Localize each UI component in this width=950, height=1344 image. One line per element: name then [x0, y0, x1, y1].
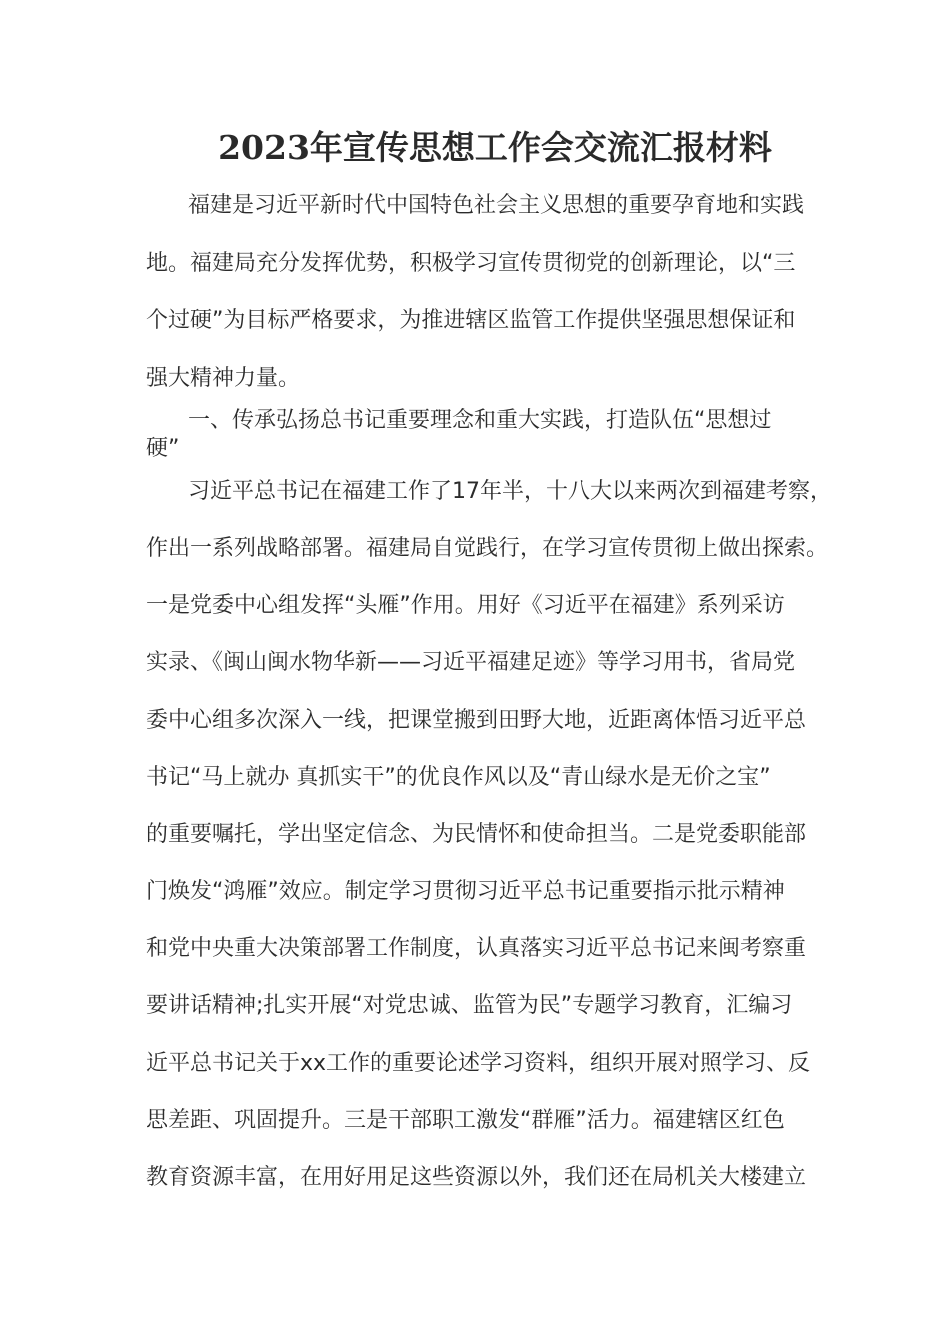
paragraph-line: 习近平总书记在福建工作了17年半，十八大以来两次到福建考察， — [188, 479, 832, 504]
paragraph-line: 地。福建局充分发挥优势，积极学习宣传贯彻党的创新理论，以“三 — [146, 251, 796, 276]
paragraph-line: 委中心组多次深入一线，把课堂搬到田野大地，近距离体悟习近平总 — [146, 708, 807, 733]
paragraph-line: 强大精神力量。 — [146, 366, 301, 391]
paragraph-line: 门焕发“鸿雁”效应。制定学习贯彻习近平总书记重要指示批示精神 — [146, 879, 785, 904]
paragraph-line: 和党中央重大决策部署工作制度，认真落实习近平总书记来闽考察重 — [146, 936, 807, 961]
paragraph-line: 作出一系列战略部署。福建局自觉践行，在学习宣传贯彻上做出探索。 — [146, 536, 829, 561]
paragraph-line: 实录、《闽山闽水物华新——习近平福建足迹》等学习用书，省局党 — [146, 650, 796, 675]
paragraph-line: 的重要嘱托，学出坚定信念、为民情怀和使命担当。二是党委职能部 — [146, 822, 807, 847]
section-heading-line: 一、传承弘扬总书记重要理念和重大实践，打造队伍“思想过 — [188, 408, 772, 433]
paragraph-line: 要讲话精神;扎实开展“对党忠诚、监管为民”专题学习教育，汇编习 — [146, 993, 793, 1018]
document-title: 2023年宣传思想工作会交流汇报材料 — [218, 128, 772, 167]
paragraph-line: 思差距、巩固提升。三是干部职工激发“群雁”活力。福建辖区红色 — [146, 1108, 785, 1133]
section-heading-line: 硬” — [146, 436, 180, 461]
paragraph-line: 福建是习近平新时代中国特色社会主义思想的重要孕育地和实践 — [188, 193, 805, 218]
paragraph-line: 个过硬”为目标严格要求，为推进辖区监管工作提供坚强思想保证和 — [146, 308, 796, 333]
paragraph-line: 近平总书记关于xx工作的重要论述学习资料，组织开展对照学习、反 — [146, 1051, 811, 1076]
paragraph-line: 书记“马上就办 真抓实干”的优良作风以及“青山绿水是无价之宝” — [146, 765, 771, 790]
paragraph-line: 一是党委中心组发挥“头雁”作用。用好《习近平在福建》系列采访 — [146, 593, 785, 618]
paragraph-line: 教育资源丰富，在用好用足这些资源以外，我们还在局机关大楼建立 — [146, 1165, 807, 1190]
